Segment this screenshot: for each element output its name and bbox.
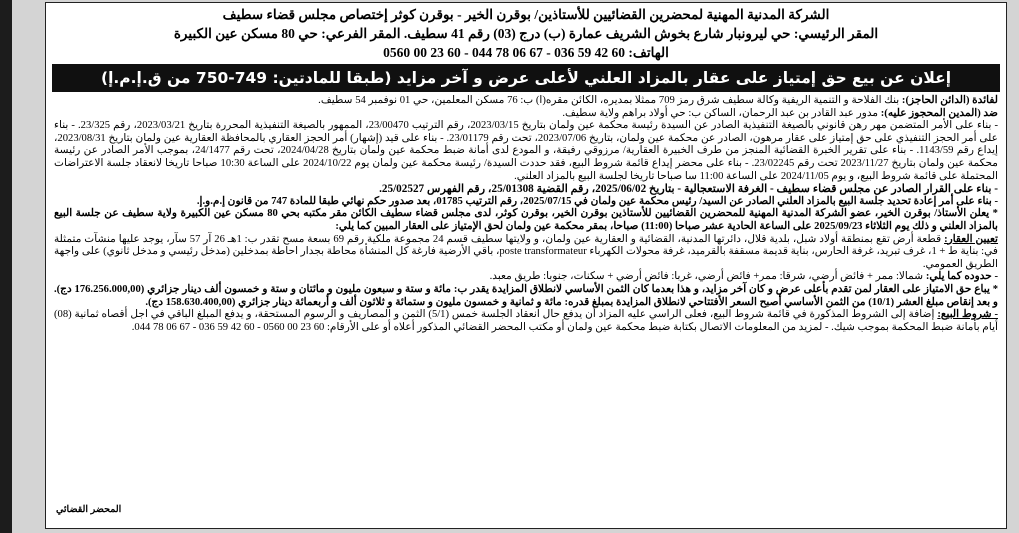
header-address-line: المقر الرئيسي: حي ليرونبار شارع بخوش الشريف عمارة (ب) درج (03) رقم 41 سطيف. المقر الفرعي: حي 80 مسكن عين الكبيرة (173, 26, 879, 41)
boundaries-line (54, 271, 998, 284)
header-company-line: الشركة المدنية المهنية لمحضرين القضائيين للأستاذين/ بوقرن الخير - بوقرن كوثر إختصاص مجلس قضاء سطيف (222, 7, 830, 22)
header (46, 5, 1006, 62)
debtor-line (54, 108, 998, 121)
creditor-label: لفائدة (الدائن الحاجز): (901, 95, 998, 106)
debtor-label: ضد (المدين المحجوز عليه): (880, 107, 998, 119)
sale-conditions-text: إضافة إلى الشروط المذكورة في قائمة شروط البيع، فعلى الراسي عليه المزاد أن يدفع حال انعقاد الجلسة خمس (5/1) الثمن و المصاريف و الرسوم المستحقة، و يدفع المبلغ الباقي في اجل أقصاه ثمانية (08) أيام بأمانة ضبط المحكمة بموجب شيك. - لمزيد من المعلومات الاتصال بكتابة ضبط محكمة عين ولمان أو مكتب المحضر القضائي المذكور أعلاه أو على الأرقام: 60 23 00 0560 - 60 42 59 036 - 67 06 78 044. (54, 309, 998, 333)
header-phones-line (46, 43, 1006, 62)
price-paragraph: * يباع حق الامتياز على العقار لمن تقدم بأعلى عرض و كان آخر مزايد، و هذا بعدما كان الثمن الأساسي لانطلاق المزايدة يقدر ب: مائة و ستة و سبعون مليون و مائتان و ستة و خمسون ألف دينار جزائري (176.256.000,00 دج). و بعد إنقاص مبلغ العشر (10/1) من الثمن الأساسي أصبح السعر الأفتتاحي لانطلاق المزايدة بمبلغ قدره: مائة و ثمانية و خمسون مليون و ستمائة و ثلاثون ألف و أربعمائة دينار جزائري (158.630.400,00 دج). (54, 283, 998, 308)
auction-announcement-paragraph: * يعلن الأستاذ/ بوقرن الخير، عضو الشركة المدنية المهنية للمحضرين القضائيين للأستاذين بوقرن الخير، بوقرن كوثر، لدى مجلس قضاء سطيف الكائن مقر مكتبه بحي 80 مسكن عين الكبيرة ولاية سطيف عن جلسة البيع بالمزاد العلني و ذلك يوم الثلاثاء 2025/09/23 على الساعة الحادية عشر صباحا (11:00) صباحا، بمقر محكمة عين ولمان لحق الإمتياز على العقار المبين كما يلي: (54, 208, 998, 232)
debtor-text: مدور عبد القادر بن عبد الرحمان، الساكن ب: حي أولاد براهم ولاية سطيف. (562, 107, 879, 119)
creditor-text: بنك الفلاحة و التنمية الريفية وكالة سطيف شرق رمز 709 ممثلا بمديره، الكائن مقره(ا) ب: 76 مسكن المعلمين، حي 01 نوفمبر 54 سطيف. (318, 95, 900, 106)
announcement-banner: إعلان عن بيع حق إمتياز على عقار بالمزاد العلني لأعلى عرض و آخر مزايد (طبقا للمادتين: 749-750 من ق.إ.م.إ) (52, 64, 1000, 92)
property-text: قطعة أرض تقع بمنطقة أولاد شبل، بلدية قلال، دائرتها المدنية، القضائية و العقارية عين ولمان، و ولايتها سطيف قسم 24 مجموعة ملكية رقم 69 بسعة مسح تقدر ب: 1هـ 26 آر 57 سآر، يوجد عليها منشآت متمثلة في: بناية ط + 1، غرف تبريد، غرفة الحارس، بناية قديمة مسقفة بالقرميد، غرفة محولات الكهرباء poste transformateur، باقي الأرضية فارغة كل المنشأة محاطة بجدار احاطة بمدخلين (مدخل رئيسي و مدخل ثانوي) على واجهة الطريق العمومي. (54, 233, 998, 270)
left-dark-strip (0, 0, 12, 533)
property-label: تعيين العقار: (944, 233, 999, 245)
sale-conditions-label: - شروط البيع: (937, 309, 998, 321)
announcement-page (45, 2, 1007, 529)
announcement-body (46, 92, 1006, 334)
property-description (54, 234, 998, 272)
sale-conditions (54, 309, 998, 334)
phones-label: الهاتف: (628, 45, 669, 60)
boundaries-text: شمالا: ممر + فائض أرضي، شرقا: ممر+ فائض أرضي، غربا: فائض أرضي + سكنات، جنوبا: طريق معبد. (489, 271, 924, 283)
bailiff-signature: المحضر القضائي (56, 504, 122, 515)
session-reset-paragraph: - بناء على أمر إعادة تحديد جلسة البيع بالمزاد العلني الصادر عن السيد/ رئيس محكمة عين ولمان في 2025/07/15، رقم الترتيب 01785، بعد صدور حكم نهائي طبقا للمادة 747 من قانون إ.م.و.إ. (196, 195, 998, 207)
legal-basis-paragraph: - بناء على الأمر المتضمن مهر رهن قانوني بالصيغة التنفيذية الصادر عن السيدة رئيسة محكمة عين ولمان بتاريخ 2023/03/15، رقم الترتيب 23/00470، الممهور بالصيغة التنفيذية المحررة بتاريخ 2023/03/21، رقم 23/325. - بناء على أمر الحجز التنفيذي على حق إمتياز على عقار مرهون، الصادر عن محكمة عين ولمان، بتاريخ 2023/07/06، تحت رقم 23/01179. - بناء على قيد (إشهار) أمر الحجز العقاري بالمحافظة العقارية عين ولمان بتاريخ 2023/08/31، إيداع رقم 1143/59. - بناء على تقرير الخبرة القضائية المنجز من طرف الخبيرة العقارية/ مرزوقي رفيقة، و المودع لدى أمانة ضبط محكمة عين ولمان بتاريخ 2024/04/28، تحت رقم 24/1477، بموجب الأمر الصادر عن رئيسة محكمة عين ولمان بتاريخ 2023/11/27 تحت رقم 23/02245. - بناء على محضر إيداع قائمة شروط البيع، فقد حددت السيدة/ رئيسة محكمة عين ولمان يوم 2024/10/22 على الساعة 10:30 صباحا تاريخا لانعقاد جلسة الاعتراضات المحتملة على قائمة شروط البيع، و يوم 2024/11/05 على الساعة 11:00 سا صباحا تاريخا لجلسة البيع بالمزاد العلني. (54, 120, 998, 182)
creditor-line (54, 95, 998, 108)
boundaries-label: - حدوده كما يلي: (925, 271, 998, 283)
council-decision-paragraph: - بناء على القرار الصادر عن مجلس قضاء سطيف - الغرفة الاستعجالية - بتاريخ 2025/06/02، رقم القضية 25/01308، رقم الفهرس 25/02527. (379, 183, 998, 196)
phones-value: 0560 00 23 60 - 044 78 06 67 - 036 59 42 60 (383, 45, 626, 60)
